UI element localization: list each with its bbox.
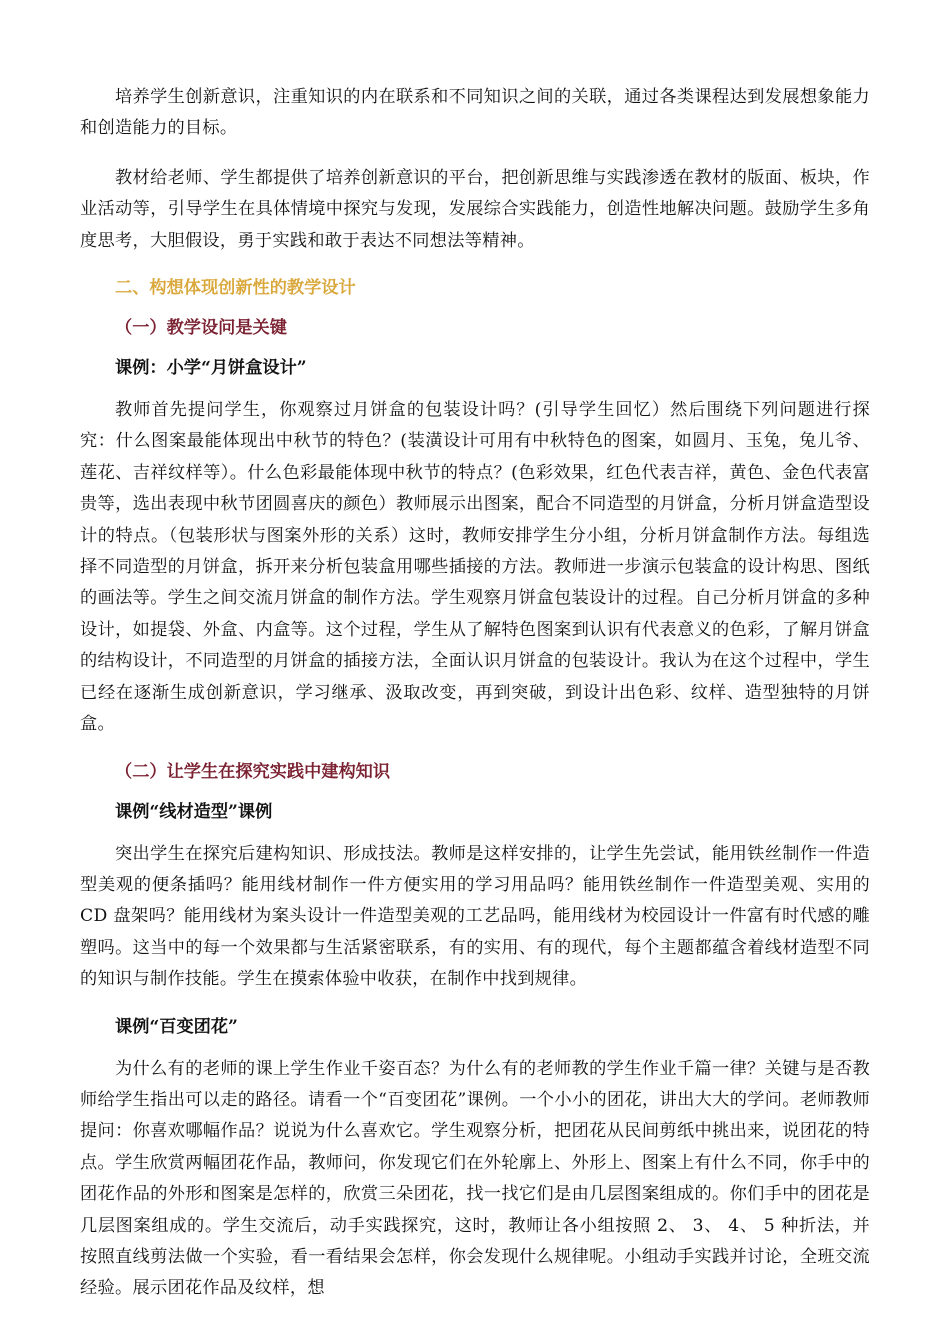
section-heading-2: 二、构想体现创新性的教学设计 [115,278,356,299]
case-title-wire-modeling: 课例“线材造型”课例 [115,801,273,822]
paragraph-innovation-goal: 培养学生创新意识，注重知识的内在联系和不同知识之间的关联，通过各类课程达到发展想象能力和创造能力的目标。 [80,87,870,139]
paragraph-mooncake-box: 教师首先提问学生，你观察过月饼盒的包装设计吗？(引导学生回忆）然后围绕下列问题进行探究：什么图案最能体现出中秋节的特色？(装潢设计可用有中秋特色的图案，如圆月、玉兔，兔儿爷、莲花、吉祥纹样等）。什么色彩最能体现中秋节的特点？(色彩效果，红色代表吉祥，黄色、金色代表富贵等，选出表现中秋节团圆喜庆的颜色）教师展示出图案，配合不同造型的月饼盒，分析月饼盒造型设计的特点。（包装形状与图案外形的关系）这时，教师安排学生分小组，分析月饼盒制作方法。每组选择不同造型的月饼盒，拆开来分析包装盒用哪些插接的方法。教师进一步演示包装盒的设计构思、图纸的画法等。学生之间交流月饼盒的制作方法。学生观察月饼盒包装设计的过程。自己分析月饼盒的多种设计，如提袋、外盒、内盒等。这个过程，学生从了解特色图案到认识有代表意义的色彩，了解月饼盒的结构设计，不同造型的月饼盒的插接方法，全面认识月饼盒的包装设计。我认为在这个过程中，学生已经在逐渐生成创新意识，学习继承、汲取改变，再到突破，到设计出色彩、纹样、造型独特的月饼盒。 [80,400,870,735]
paragraph-textbook-platform: 教材给老师、学生都提供了培养创新意识的平台，把创新思维与实践渗透在教材的版面、板块，作业活动等，引导学生在具体情境中探究与发现，发展综合实践能力，创造性地解决问题。鼓励学生多角度思考，大胆假设，勇于实践和敢于表达不同想法等精神。 [80,167,870,251]
subsection-heading-1: （一）教学设问是关键 [115,318,287,339]
paragraph-paper-flower: 为什么有的老师的课上学生作业千姿百态？为什么有的老师教的学生作业千篇一律？关键与是否教师给学生指出可以走的路径。请看一个“百变团花”课例。一个小小的团花，讲出大大的学问。老师教师提问：你喜欢哪幅作品？说说为什么喜欢它。学生观察分析，把团花从民间剪纸中挑出来，说团花的特点。学生欣赏两幅团花作品，教师问，你发现它们在外轮廓上、外形上、图案上有什么不同，你手中的团花作品的外形和图案是怎样的，欣赏三朵团花，找一找它们是由几层图案组成的。你们手中的团花是几层图案组成的。学生交流后，动手实践探究，这时，教师让各小组按照 2、 3、 4、 5 种折法，并按照直线剪法做一个实验，看一看结果会怎样，你会发现什么规律呢。小组动手实践并讨论，全班交流经验。展示团花作品及纹样，想 [80,1058,870,1299]
case-title-paper-flower: 课例“百变团花” [115,1016,238,1037]
subsection-heading-2: （二）让学生在探究实践中建构知识 [115,761,391,782]
document-body [80,82,870,1323]
case-title-mooncake-box: 课例：小学“月饼盒设计” [115,358,307,379]
paragraph-wire-modeling: 突出学生在探究后建构知识、形成技法。教师是这样安排的，让学生先尝试，能用铁丝制作一件造型美观的便条插吗？能用线材制作一件方便实用的学习用品吗？能用铁丝制作一件造型美观、实用的 CD 盘架吗？能用线材为案头设计一件造型美观的工艺品吗，能用线材为校园设计一件富有时代感的雕塑吗。这当中的每一个效果都与生活紧密联系，有的实用、有的现代，每个主题都蕴含着线材造型不同的知识与制作技能。学生在摸索体验中收获，在制作中找到规律。 [80,843,870,990]
